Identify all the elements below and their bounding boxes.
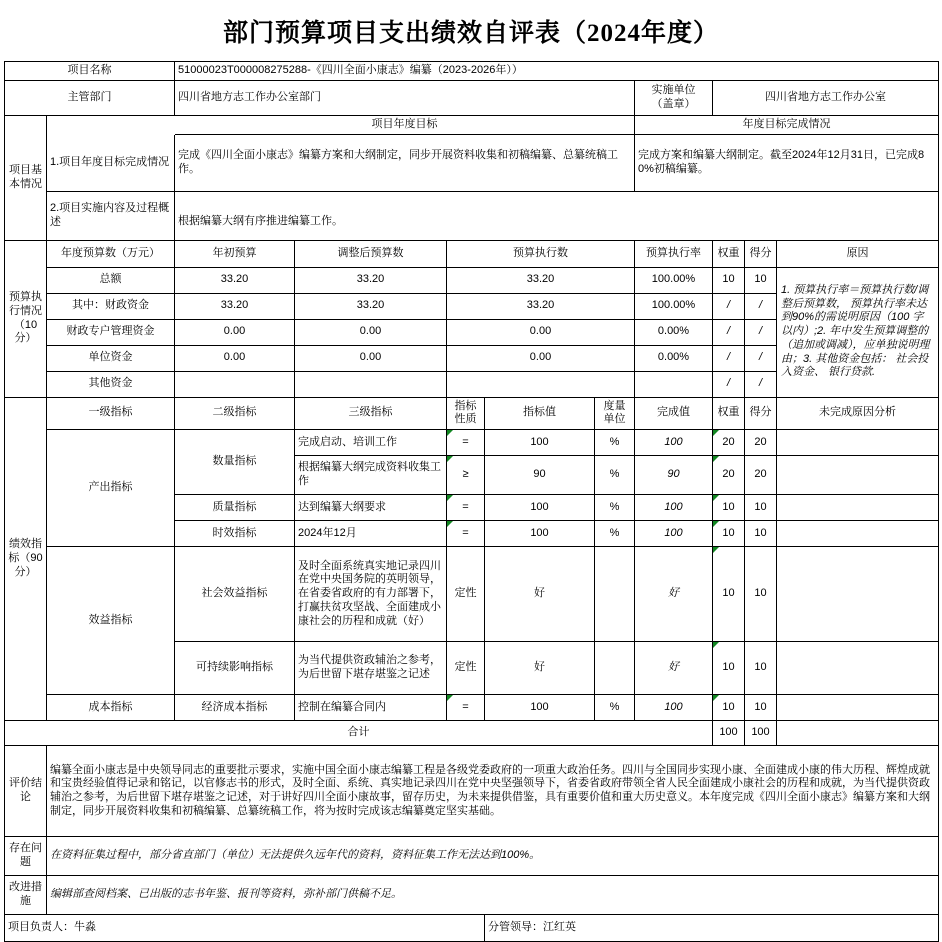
performance-weight: 10	[713, 521, 745, 547]
budget-row-rate: 0.00%	[635, 319, 713, 345]
performance-col-unit-line1: 度量	[603, 399, 626, 412]
performance-weight: 10	[713, 547, 745, 642]
implementing-unit-label	[635, 80, 713, 115]
performance-weight: 10	[713, 642, 745, 695]
performance-col-nature	[447, 397, 485, 430]
performance-col-level2: 二级指标	[175, 397, 295, 430]
performance-level1-cost: 成本指标	[47, 695, 175, 721]
budget-row-score: 10	[745, 267, 777, 293]
budget-row-initial: 33.20	[175, 293, 295, 319]
budget-row-name: 财政专户管理资金	[47, 319, 175, 345]
performance-col-target: 指标值	[485, 397, 595, 430]
budget-row-initial	[175, 371, 295, 397]
performance-row	[5, 430, 939, 456]
budget-row-adjusted: 0.00	[295, 319, 447, 345]
performance-level2-timeliness: 时效指标	[175, 521, 295, 547]
performance-unit: %	[595, 695, 635, 721]
performance-score: 10	[745, 521, 777, 547]
budget-row-name: 其他资金	[47, 371, 175, 397]
performance-weight: 20	[713, 430, 745, 456]
performance-col-actual: 完成值	[635, 397, 713, 430]
performance-analysis	[777, 695, 939, 721]
performance-unit: %	[595, 456, 635, 495]
implementing-unit-label-line1: 实施单位	[651, 84, 696, 96]
performance-nature: 定性	[447, 642, 485, 695]
implementing-unit-label-line2: （盖章）	[651, 97, 696, 110]
improvements-label: 改进措施	[5, 876, 47, 915]
performance-target: 好	[485, 642, 595, 695]
performance-level3: 2024年12月	[295, 521, 447, 547]
budget-header-row	[5, 240, 939, 267]
budget-row-weight: /	[713, 319, 745, 345]
performance-score: 10	[745, 547, 777, 642]
signature-row	[5, 915, 939, 942]
budget-row-adjusted: 33.20	[295, 267, 447, 293]
performance-level1-benefit: 效益指标	[47, 547, 175, 695]
budget-row-adjusted: 0.00	[295, 345, 447, 371]
performance-score: 10	[745, 695, 777, 721]
performance-col-score: 得分	[745, 397, 777, 430]
performance-nature: ≥	[447, 456, 485, 495]
budget-row-score: /	[745, 319, 777, 345]
performance-actual: 100	[635, 521, 713, 547]
performance-analysis	[777, 495, 939, 521]
performance-level3: 完成启动、培训工作	[295, 430, 447, 456]
budget-row-weight: /	[713, 345, 745, 371]
performance-level3: 控制在编纂合同内	[295, 695, 447, 721]
performance-target: 好	[485, 547, 595, 642]
performance-row	[5, 547, 939, 642]
basic-info-header-row	[5, 115, 939, 134]
budget-reason-note: 1. 预算执行率＝预算执行数/调整后预算数， 预算执行率未达到90%的需说明原因（100 字以内）;2. 年中发生预算调整的（追加或调减），应单独说明理由；3. 其他资金包括： 社会投入资金、 银行贷款.	[777, 267, 939, 397]
supervising-leader-label: 分管领导：	[488, 921, 543, 934]
performance-col-unit-line2: 单位	[603, 413, 626, 426]
basic-info-goal-header: 项目年度目标	[175, 115, 635, 134]
project-name-label: 项目名称	[5, 62, 175, 81]
performance-score: 20	[745, 430, 777, 456]
performance-unit	[595, 547, 635, 642]
budget-row-name: 其中：财政资金	[47, 293, 175, 319]
performance-score: 10	[745, 495, 777, 521]
performance-nature: =	[447, 695, 485, 721]
project-leader	[5, 915, 485, 942]
problems-text: 在资料征集过程中，部分省直部门（单位）无法提供久远年代的资料，资料征集工作无法达到100%。	[47, 837, 939, 876]
performance-analysis	[777, 642, 939, 695]
budget-col-executed: 预算执行数	[447, 240, 635, 267]
budget-row-initial: 33.20	[175, 267, 295, 293]
performance-analysis	[777, 456, 939, 495]
budget-col-adjusted: 调整后预算数	[295, 240, 447, 267]
performance-actual: 90	[635, 456, 713, 495]
conclusion-label: 评价结论	[5, 746, 47, 837]
performance-analysis	[777, 521, 939, 547]
performance-level3: 为当代提供资政辅治之参考，为后世留下堪存堪鉴之记述	[295, 642, 447, 695]
budget-col-score: 得分	[745, 240, 777, 267]
supervising-leader	[485, 915, 939, 942]
performance-col-weight: 权重	[713, 397, 745, 430]
performance-col-level3: 三级指标	[295, 397, 447, 430]
basic-info-header-spacer	[47, 115, 175, 134]
performance-col-unit	[595, 397, 635, 430]
supervising-leader-name: 江红英	[543, 921, 576, 934]
basic-info-goal-row	[5, 134, 939, 191]
performance-row	[5, 695, 939, 721]
performance-total-score: 100	[745, 721, 777, 746]
project-name-value: 51000023T000008275288-《四川全面小康志》编纂（2023-2026年））	[175, 62, 939, 81]
performance-unit	[595, 642, 635, 695]
performance-level1-output: 产出指标	[47, 430, 175, 547]
performance-nature: =	[447, 495, 485, 521]
page-title: 部门预算项目支出绩效自评表（2024年度）	[222, 20, 719, 47]
problems-row	[5, 837, 939, 876]
improvements-text: 编辑部查阅档案、已出版的志书年鉴、报刊等资料，弥补部门供稿不足。	[47, 876, 939, 915]
performance-target: 100	[485, 495, 595, 521]
performance-level2-sustainable: 可持续影响指标	[175, 642, 295, 695]
budget-section-label: 预算执行情况（10分）	[5, 240, 47, 397]
performance-header-row	[5, 397, 939, 430]
budget-col-initial: 年初预算	[175, 240, 295, 267]
basic-info-row1-goal: 完成《四川全面小康志》编纂方案和大纲制定，同步开展资料收集和初稿编纂、总纂统稿工作。	[175, 134, 635, 191]
performance-actual: 100	[635, 495, 713, 521]
project-name-row	[5, 62, 939, 81]
budget-row-executed: 33.20	[447, 293, 635, 319]
budget-row-name: 单位资金	[47, 345, 175, 371]
conclusion-text: 编纂全面小康志是中央领导同志的重要批示要求，实施中国全面小康志编纂工程是各级党委政府的一项重大政治任务。四川与全国同步实现小康、全面建成小康的伟大历程、辉煌成就和宝贵经验值得记录和铭记，以官修志书的形式，及时全面、系统、真实地记录四川在党中央坚强领导下，省委省政府带领全省人民全面建成小康社会的历程和成就，为当代提供资政辅治之参考，为后世留下堪存堪鉴之记述，对于讲好四川全面小康故事，留存历史，为未来提供借鉴，具有重要价值和重大历史意义。本年度完成《四川全面小康志》编纂方案和大纲制定，同步开展资料收集和初稿编纂、总纂统稿工作，将为按时完成该志编纂奠定坚实基础。	[47, 746, 939, 837]
budget-row-total	[5, 267, 939, 293]
performance-level2-social: 社会效益指标	[175, 547, 295, 642]
budget-col-rate: 预算执行率	[635, 240, 713, 267]
budget-row-rate: 100.00%	[635, 267, 713, 293]
supervising-dept-row	[5, 80, 939, 115]
basic-info-row2-label: 2.项目实施内容及过程概述	[47, 191, 175, 240]
budget-row-weight: /	[713, 293, 745, 319]
basic-info-completion-header: 年度目标完成情况	[635, 115, 939, 134]
budget-row-adjusted	[295, 371, 447, 397]
evaluation-table	[4, 61, 939, 942]
performance-nature: 定性	[447, 547, 485, 642]
project-leader-name: 牛淼	[74, 921, 96, 934]
budget-row-rate: 0.00%	[635, 345, 713, 371]
budget-row-executed	[447, 371, 635, 397]
conclusion-row	[5, 746, 939, 837]
budget-row-initial: 0.00	[175, 345, 295, 371]
performance-actual: 好	[635, 547, 713, 642]
problems-label: 存在问题	[5, 837, 47, 876]
performance-score: 10	[745, 642, 777, 695]
performance-unit: %	[595, 495, 635, 521]
performance-weight: 20	[713, 456, 745, 495]
performance-total-row	[5, 721, 939, 746]
performance-unit: %	[595, 430, 635, 456]
performance-actual: 100	[635, 430, 713, 456]
performance-level3: 根据编纂大纲完成资料收集工作	[295, 456, 447, 495]
budget-row-weight: /	[713, 371, 745, 397]
performance-col-nature-line2: 性质	[454, 413, 477, 426]
performance-col-nature-line1: 指标	[454, 399, 477, 412]
budget-row-executed: 33.20	[447, 267, 635, 293]
budget-col-year-budget: 年度预算数（万元）	[47, 240, 175, 267]
performance-total-analysis	[777, 721, 939, 746]
budget-row-rate: 100.00%	[635, 293, 713, 319]
basic-info-row2-content: 根据编纂大纲有序推进编纂工作。	[175, 191, 939, 240]
performance-section-label: 绩效指标（90分）	[5, 397, 47, 721]
performance-level2-quality: 质量指标	[175, 495, 295, 521]
budget-row-score: /	[745, 371, 777, 397]
performance-unit: %	[595, 521, 635, 547]
supervising-dept-value: 四川省地方志工作办公室部门	[175, 80, 635, 115]
basic-info-section-label: 项目基本情况	[5, 115, 47, 240]
performance-target: 100	[485, 521, 595, 547]
performance-nature: =	[447, 521, 485, 547]
performance-col-analysis: 未完成原因分析	[777, 397, 939, 430]
implementing-unit-value: 四川省地方志工作办公室	[713, 80, 939, 115]
budget-col-weight: 权重	[713, 240, 745, 267]
budget-row-score: /	[745, 345, 777, 371]
performance-col-level1: 一级指标	[47, 397, 175, 430]
budget-row-initial: 0.00	[175, 319, 295, 345]
performance-level2-quantity: 数量指标	[175, 430, 295, 495]
performance-weight: 10	[713, 695, 745, 721]
performance-analysis	[777, 430, 939, 456]
basic-info-row1-label: 1.项目年度目标完成情况	[47, 134, 175, 191]
performance-actual: 100	[635, 695, 713, 721]
budget-row-score: /	[745, 293, 777, 319]
supervising-dept-label: 主管部门	[5, 80, 175, 115]
budget-row-rate	[635, 371, 713, 397]
basic-info-process-row	[5, 191, 939, 240]
performance-nature: =	[447, 430, 485, 456]
budget-row-adjusted: 33.20	[295, 293, 447, 319]
performance-level3: 达到编纂大纲要求	[295, 495, 447, 521]
improvements-row	[5, 876, 939, 915]
budget-row-weight: 10	[713, 267, 745, 293]
budget-col-reason: 原因	[777, 240, 939, 267]
performance-target: 100	[485, 695, 595, 721]
budget-row-executed: 0.00	[447, 319, 635, 345]
performance-actual: 好	[635, 642, 713, 695]
performance-level2-economic-cost: 经济成本指标	[175, 695, 295, 721]
performance-level3: 及时全面系统真实地记录四川在党中央国务院的英明领导，在省委省政府的有力部署下，打赢扶贫攻坚战、全面建成小康社会的历程和成就（好）	[295, 547, 447, 642]
performance-analysis	[777, 547, 939, 642]
budget-row-executed: 0.00	[447, 345, 635, 371]
performance-score: 20	[745, 456, 777, 495]
basic-info-row1-completion: 完成方案和编纂大纲制定。截至2024年12月31日，已完成80%初稿编纂。	[635, 134, 939, 191]
performance-target: 90	[485, 456, 595, 495]
performance-target: 100	[485, 430, 595, 456]
project-leader-label: 项目负责人：	[8, 921, 74, 934]
performance-total-weight: 100	[713, 721, 745, 746]
performance-total-label: 合计	[5, 721, 713, 746]
budget-row-name: 总额	[47, 267, 175, 293]
performance-weight: 10	[713, 495, 745, 521]
